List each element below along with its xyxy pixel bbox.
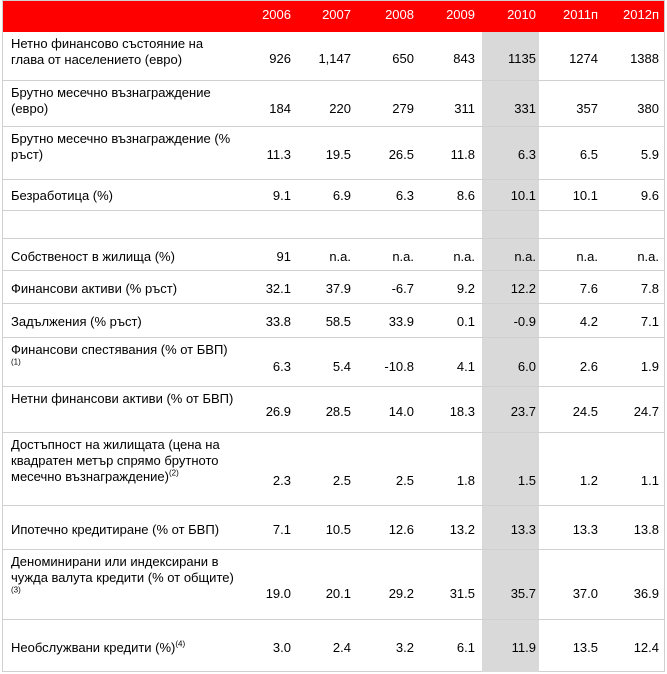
cell-value: 10.1 bbox=[510, 188, 536, 203]
row-label: Достъпност на жилищата (цена на квадратен метър спрямо брутното месечно възнаграждение)$^{(2)}$ bbox=[11, 437, 220, 484]
cell-value: -0.9 bbox=[513, 314, 536, 329]
cell-value: 26.5 bbox=[388, 147, 414, 162]
cell-value: 9.6 bbox=[640, 188, 659, 203]
cell-value: 2.4 bbox=[332, 640, 351, 655]
footnote-marker: (3) bbox=[11, 585, 21, 595]
cell-value: 6.3 bbox=[272, 359, 291, 374]
cell-value: 1.5 bbox=[517, 473, 536, 488]
cell-value: 1.9 bbox=[640, 359, 659, 374]
cell-value: 6.9 bbox=[332, 188, 351, 203]
cell-value: n.a. bbox=[576, 249, 598, 264]
cell-value: 12.4 bbox=[633, 640, 659, 655]
cell-value: 2.6 bbox=[579, 359, 598, 374]
cell-value: 29.2 bbox=[388, 586, 414, 601]
cell-value: 1.8 bbox=[456, 473, 475, 488]
table-row bbox=[3, 81, 664, 127]
year-header: 2012п bbox=[623, 7, 659, 22]
table-header bbox=[3, 1, 664, 32]
cell-value: 331 bbox=[514, 101, 536, 116]
cell-value: n.a. bbox=[514, 249, 536, 264]
row-label: Задължения (% ръст) bbox=[11, 314, 142, 329]
row-label: Ипотечно кредитиране (% от БВП) bbox=[11, 522, 220, 537]
row-label: Финансови спестявания (% от БВП)$^{(1)}$ bbox=[11, 342, 228, 367]
cell-value: 184 bbox=[269, 101, 291, 116]
table-row bbox=[3, 127, 664, 180]
cell-value: 13.3 bbox=[572, 522, 598, 537]
year-header: 2009 bbox=[446, 7, 475, 22]
cell-value: 6.5 bbox=[579, 147, 598, 162]
cell-value: 220 bbox=[329, 101, 351, 116]
cell-value: -10.8 bbox=[384, 359, 414, 374]
cell-value: 0.1 bbox=[456, 314, 475, 329]
row-label: Необслужвани кредити (%)$^{(4)}$ bbox=[11, 639, 186, 655]
cell-value: 36.9 bbox=[633, 586, 659, 601]
cell-value: 5.9 bbox=[640, 147, 659, 162]
year-header: 2006 bbox=[262, 7, 291, 22]
footnote-marker: (2) bbox=[168, 468, 179, 478]
year-header: 2011п bbox=[563, 7, 598, 22]
cell-value: 6.0 bbox=[517, 359, 536, 374]
cell-value: 11.8 bbox=[450, 147, 475, 162]
cell-value: 1388 bbox=[630, 51, 659, 66]
cell-value: 1.2 bbox=[579, 473, 598, 488]
cell-value: 7.6 bbox=[579, 281, 598, 296]
cell-value: 13.3 bbox=[510, 522, 536, 537]
year-header: 2007 bbox=[322, 7, 351, 22]
cell-value: 13.8 bbox=[633, 522, 659, 537]
cell-value: 8.6 bbox=[456, 188, 475, 203]
cell-value: 6.3 bbox=[517, 147, 536, 162]
cell-value: 13.5 bbox=[572, 640, 598, 655]
cell-value: 6.1 bbox=[456, 640, 475, 655]
cell-value: 4.2 bbox=[579, 314, 598, 329]
cell-value: 19.0 bbox=[265, 586, 291, 601]
cell-value: 6.3 bbox=[395, 188, 414, 203]
cell-value: 91 bbox=[276, 249, 291, 264]
table-row bbox=[3, 304, 664, 338]
cell-value: 7.1 bbox=[640, 314, 659, 329]
cell-value: 37.9 bbox=[325, 281, 351, 296]
cell-value: 3.0 bbox=[272, 640, 291, 655]
cell-value: 926 bbox=[269, 51, 291, 66]
cell-value: 19.5 bbox=[325, 147, 351, 162]
cell-value: 10.1 bbox=[572, 188, 598, 203]
cell-value: 33.9 bbox=[388, 314, 414, 329]
table-row bbox=[3, 180, 664, 211]
cell-value: 3.2 bbox=[395, 640, 414, 655]
row-label: Собственост в жилища (%) bbox=[11, 249, 175, 264]
cell-value: 650 bbox=[392, 51, 414, 66]
cell-value: 31.5 bbox=[449, 586, 475, 601]
footnote-marker: (4) bbox=[175, 639, 186, 649]
footnote-marker: (1) bbox=[11, 357, 21, 367]
cell-value: 24.5 bbox=[572, 404, 598, 419]
cell-value: n.a. bbox=[637, 249, 659, 264]
cell-value: 9.2 bbox=[456, 281, 475, 296]
cell-value: 7.8 bbox=[640, 281, 659, 296]
cell-value: 279 bbox=[392, 101, 414, 116]
cell-value: 2.3 bbox=[272, 473, 291, 488]
row-label: Безработица (%) bbox=[11, 188, 114, 203]
row-label: Брутно месечно възнаграждение (евро) bbox=[11, 85, 211, 116]
row-label: Нетни финансови активи (% от БВП) bbox=[11, 391, 234, 406]
cell-value: 37.0 bbox=[572, 586, 598, 601]
cell-value: 33.8 bbox=[265, 314, 291, 329]
table-row bbox=[3, 271, 664, 304]
cell-value: 11.9 bbox=[511, 640, 536, 655]
cell-value: 35.7 bbox=[510, 586, 536, 601]
year-header: 2010 bbox=[507, 7, 536, 22]
cell-value: n.a. bbox=[392, 249, 414, 264]
cell-value: 26.9 bbox=[265, 404, 291, 419]
table-row bbox=[3, 387, 664, 433]
row-label: Деноминирани или индексирани в чужда валута кредити (% от общите)$^{(3)}$ bbox=[11, 554, 234, 595]
cell-value: 843 bbox=[453, 51, 475, 66]
table-row bbox=[3, 433, 664, 506]
cell-value: 28.5 bbox=[325, 404, 351, 419]
cell-value: 1274 bbox=[569, 51, 598, 66]
cell-value: 11.3 bbox=[266, 147, 291, 162]
cell-value: 2.5 bbox=[395, 473, 414, 488]
cell-value: 1.1 bbox=[640, 473, 659, 488]
cell-value: n.a. bbox=[453, 249, 475, 264]
cell-value: 14.0 bbox=[388, 404, 414, 419]
cell-value: 2.5 bbox=[332, 473, 351, 488]
cell-value: 20.1 bbox=[325, 586, 351, 601]
cell-value: 4.1 bbox=[456, 359, 475, 374]
cell-value: 10.5 bbox=[325, 522, 351, 537]
cell-value: 9.1 bbox=[272, 188, 291, 203]
cell-value: 1135 bbox=[508, 51, 536, 66]
cell-value: 380 bbox=[637, 101, 659, 116]
table-row bbox=[3, 32, 664, 81]
cell-value: 7.1 bbox=[272, 522, 291, 537]
cell-value: 18.3 bbox=[449, 404, 475, 419]
cell-value: 1,147 bbox=[318, 51, 351, 66]
cell-value: 58.5 bbox=[325, 314, 351, 329]
cell-value: n.a. bbox=[329, 249, 351, 264]
year-header: 2008 bbox=[385, 7, 414, 22]
table-row bbox=[3, 506, 664, 550]
cell-value: 12.6 bbox=[388, 522, 414, 537]
table-row bbox=[3, 620, 664, 671]
row-label: Финансови активи (% ръст) bbox=[11, 281, 178, 296]
cell-value: 357 bbox=[576, 101, 598, 116]
table-row bbox=[3, 338, 664, 387]
row-label: Нетно финансово състояние на глава от населението (евро) bbox=[11, 36, 204, 67]
cell-value: -6.7 bbox=[391, 281, 414, 296]
table-row bbox=[3, 239, 664, 271]
cell-value: 13.2 bbox=[449, 522, 475, 537]
cell-value: 5.4 bbox=[332, 359, 351, 374]
row-label: Брутно месечно възнаграждение (% ръст) bbox=[11, 131, 231, 162]
data-table bbox=[2, 0, 665, 672]
cell-value: 23.7 bbox=[510, 404, 536, 419]
cell-value: 311 bbox=[454, 101, 475, 116]
table-row bbox=[3, 550, 664, 620]
cell-value: 12.2 bbox=[510, 281, 536, 296]
cell-value: 32.1 bbox=[265, 281, 291, 296]
table-row bbox=[3, 211, 664, 239]
cell-value: 24.7 bbox=[633, 404, 659, 419]
